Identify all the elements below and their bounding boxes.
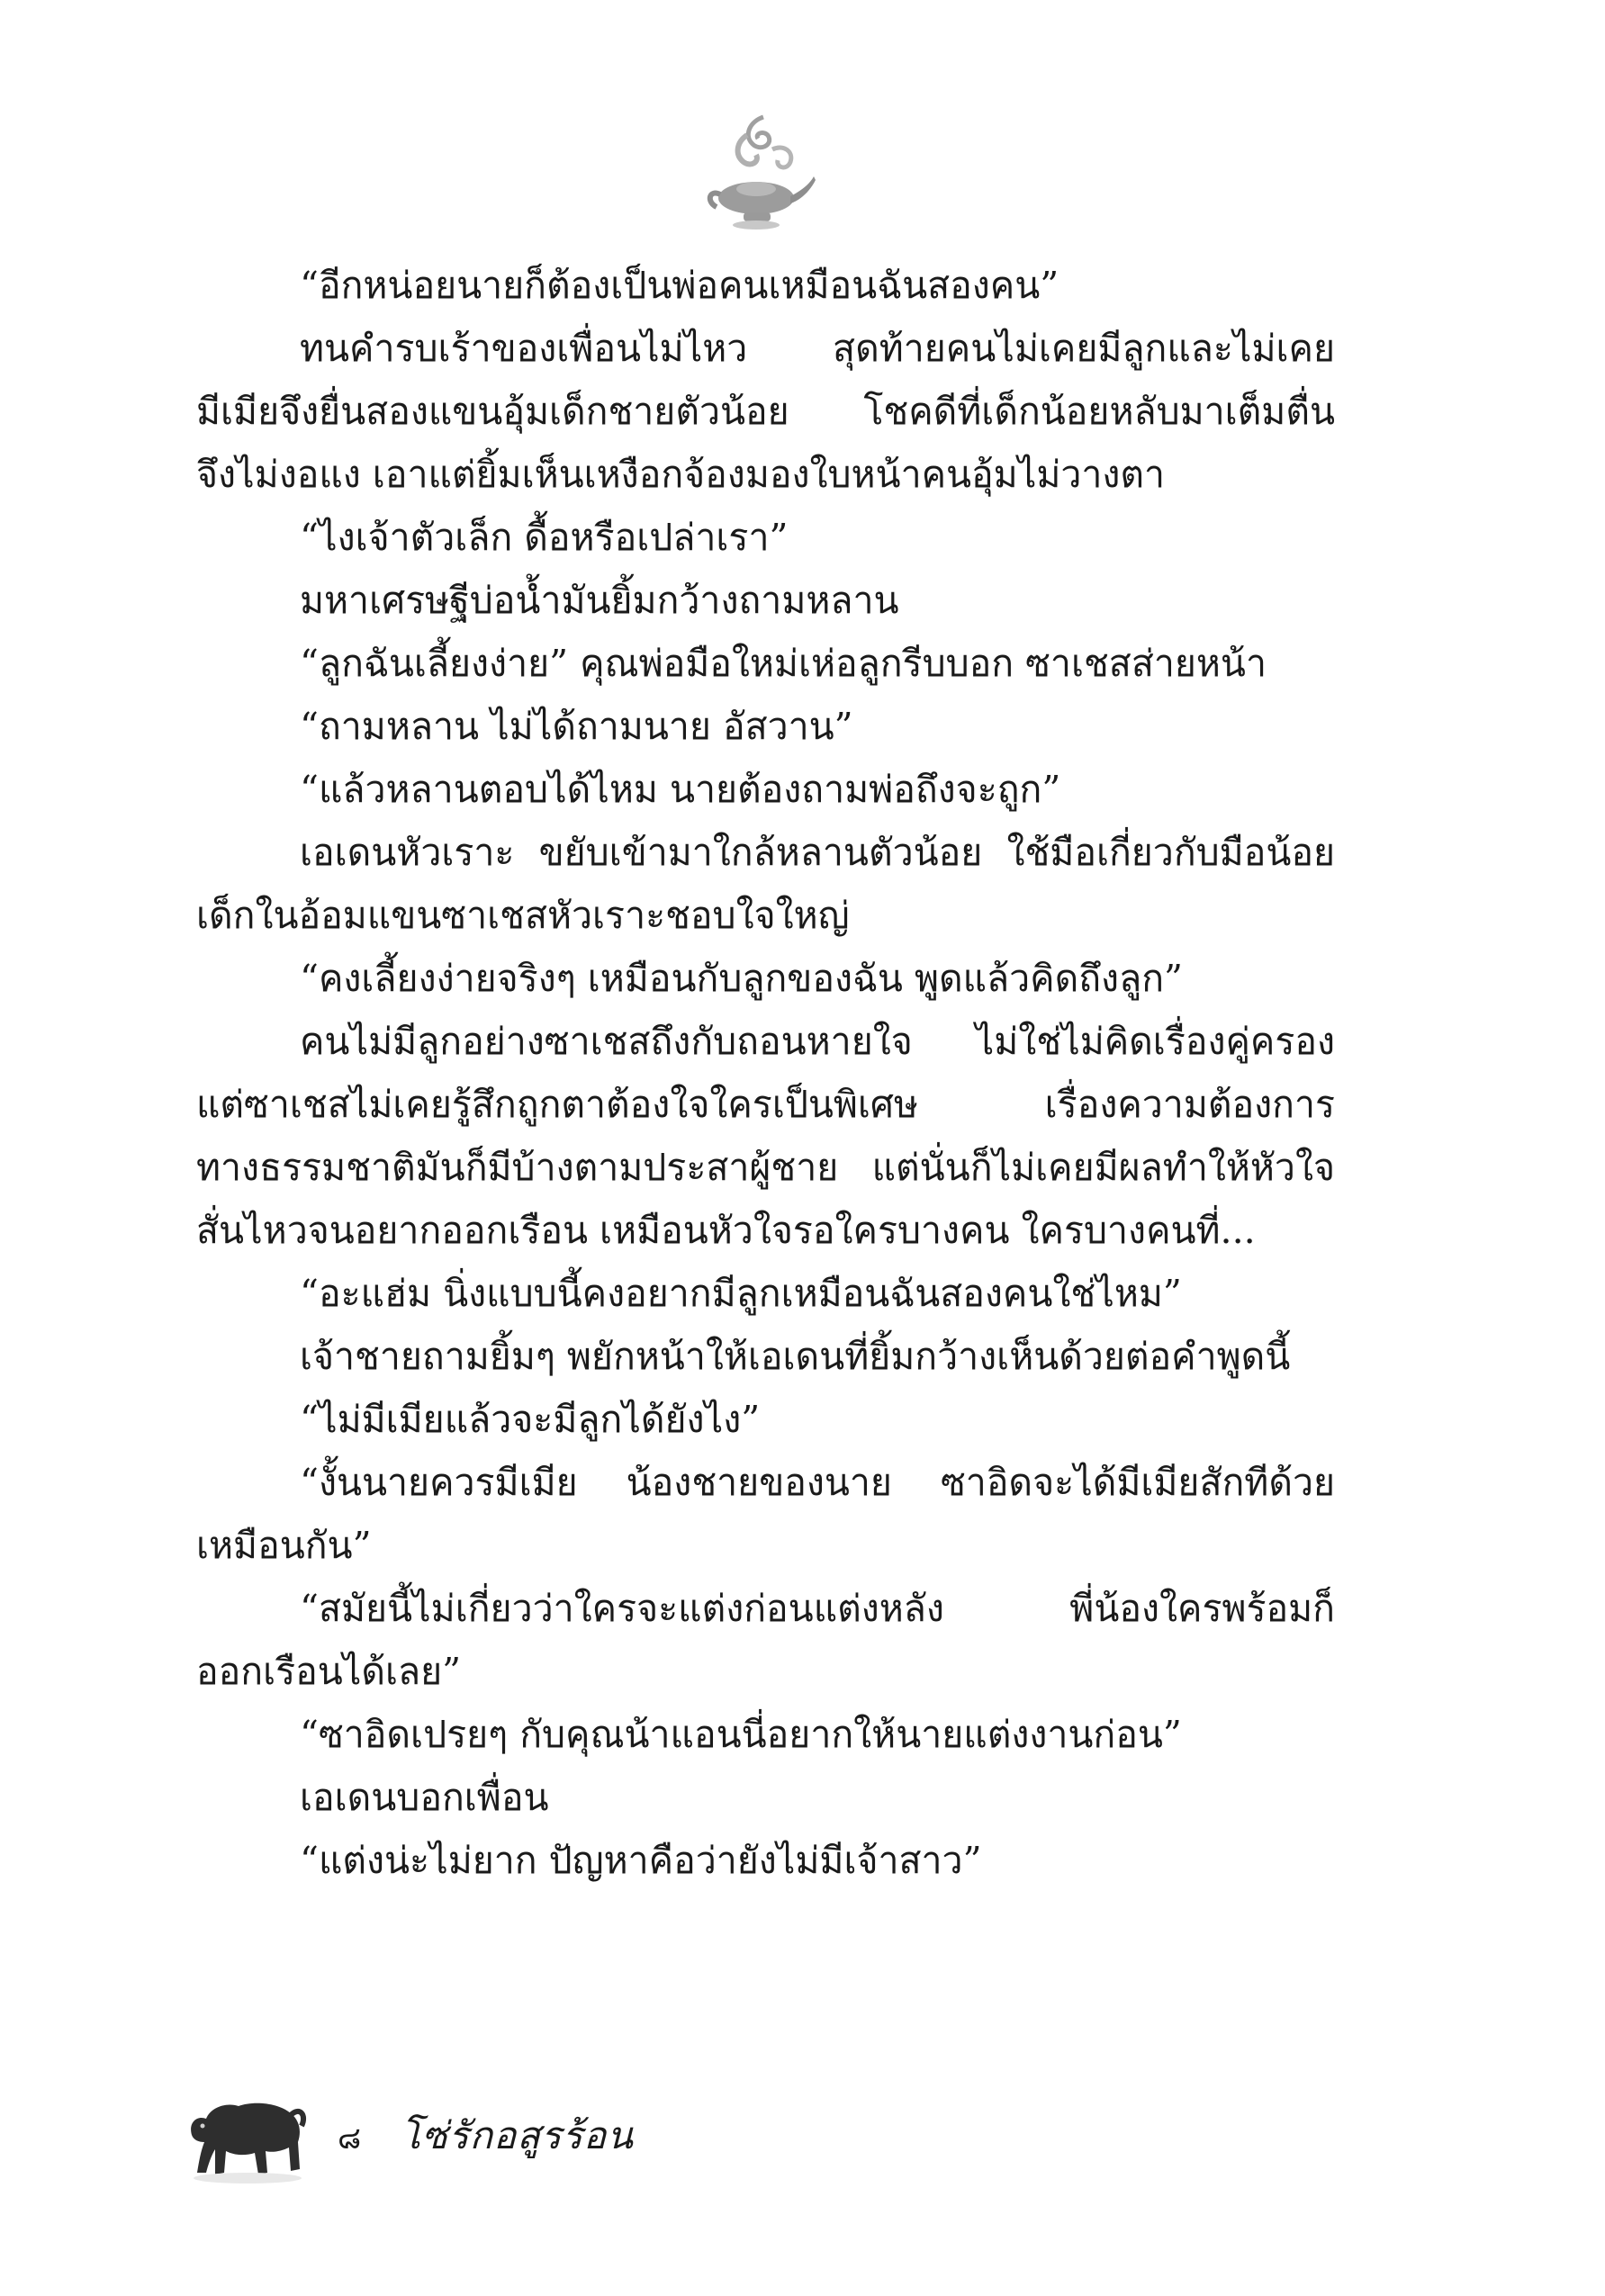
page-footer [185, 2079, 725, 2214]
paragraph-line: เจ้าชายถามยิ้มๆ พยักหน้าให้เอเดนที่ยิ้มกว้างเห็นด้วยต่อคำพูดนี้ [300, 1335, 1291, 1378]
paragraph-line: จึงไม่งอแง เอาแต่ยิ้มเห็นเหงือกจ้องมองใบหน้าคนอุ้มไม่วางตา [196, 453, 1166, 496]
story-text [196, 254, 1335, 1892]
paragraph-line: “แล้วหลานตอบได้ไหม นายต้องถามพ่อถึงจะถูก” [300, 768, 1061, 811]
book-title: โซ่รักอสูรร้อน [401, 2113, 634, 2157]
paragraph-line: ทางธรรมชาติมันก็มีบ้างตามประสาผู้ชาย แต่นั่นก็ไม่เคยมีผลทำให้หัวใจ [196, 1146, 1335, 1189]
paragraph-line: “อีกหน่อยนายก็ต้องเป็นพ่อคนเหมือนฉันสองคน” [300, 264, 1059, 307]
paragraph-line: เอเดนบอกเพื่อน [300, 1776, 549, 1819]
paragraph-line: “งั้นนายควรมีเมีย น้องชายของนาย ซาอิดจะได้มีเมียสักทีด้วย [300, 1461, 1335, 1504]
paragraph-line: “ไงเจ้าตัวเล็ก ดื้อหรือเปล่าเรา” [300, 516, 789, 559]
panther-icon [185, 2079, 311, 2187]
paragraph-line: “แต่งน่ะไม่ยาก ปัญหาคือว่ายังไม่มีเจ้าสาว” [300, 1839, 982, 1882]
paragraph-line: ออกเรือนได้เลย” [196, 1650, 462, 1693]
paragraph-line: เอเดนหัวเราะ ขยับเข้ามาใกล้หลานตัวน้อย ใช้มือเกี่ยวกับมือน้อย [300, 831, 1335, 874]
paragraph-line: “อะแฮ่ม นิ่งแบบนี้คงอยากมีลูกเหมือนฉันสองคนใช่ไหม” [300, 1272, 1182, 1315]
page-number: ๘ [338, 2120, 362, 2156]
paragraph-line: แต่ซาเชสไม่เคยรู้สึกถูกตาต้องใจใครเป็นพิเศษ เรื่องความต้องการ [196, 1083, 1335, 1126]
paragraph-line: เหมือนกัน” [196, 1524, 372, 1567]
paragraph-line: “ซาอิดเปรยๆ กับคุณน้าแอนนี่อยากให้นายแต่งงานก่อน” [300, 1713, 1182, 1756]
paragraph-line: เด็กในอ้อมแขนซาเชสหัวเราะชอบใจใหญ่ [196, 894, 850, 937]
paragraph-line: “ลูกฉันเลี้ยงง่าย” คุณพ่อมือใหม่เห่อลูกรีบบอก ซาเชสส่ายหน้า [300, 642, 1267, 685]
paragraph-line: ทนคำรบเร้าของเพื่อนไม่ไหว สุดท้ายคนไม่เคยมีลูกและไม่เคย [300, 327, 1335, 370]
paragraph-line: มหาเศรษฐีบ่อน้ำมันยิ้มกว้างถามหลาน [300, 579, 899, 622]
paragraph-line: “สมัยนี้ไม่เกี่ยวว่าใครจะแต่งก่อนแต่งหลัง พี่น้องใครพร้อมก็ [300, 1587, 1335, 1630]
paragraph-line: “ไม่มีเมียแล้วจะมีลูกได้ยังไง” [300, 1398, 761, 1441]
paragraph-line: สั่นไหวจนอยากออกเรือน เหมือนหัวใจรอใครบางคน ใครบางคนที่... [196, 1209, 1256, 1252]
paragraph-line: คนไม่มีลูกอย่างซาเชสถึงกับถอนหายใจ ไม่ใช่ไม่คิดเรื่องคู่ครอง [300, 1020, 1335, 1063]
paragraph-line: มีเมียจึงยื่นสองแขนอุ้มเด็กชายตัวน้อย โชคดีที่เด็กน้อยหลับมาเต็มตื่น [196, 390, 1335, 433]
paragraph-line: “คงเลี้ยงง่ายจริงๆ เหมือนกับลูกของฉัน พูดแล้วคิดถึงลูก” [300, 957, 1183, 1000]
magic-lamp-icon [700, 108, 817, 234]
paragraph-line: “ถามหลาน ไม่ได้ถามนาย อัสวาน” [300, 705, 853, 748]
